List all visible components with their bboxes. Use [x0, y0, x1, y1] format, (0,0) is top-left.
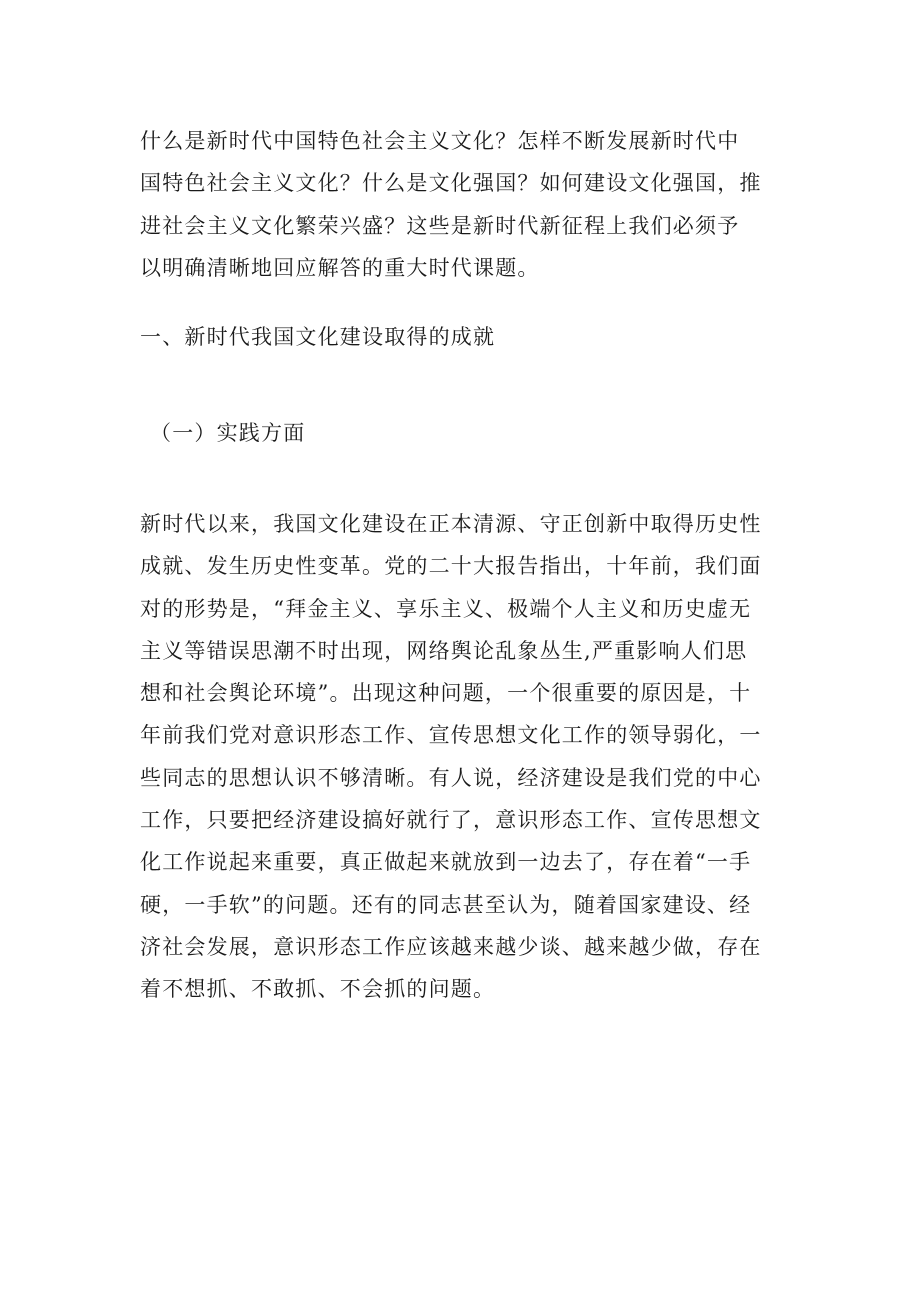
intro-line: 以明确清晰地回应解答的重大时代课题。: [140, 255, 540, 280]
intro-line: 什么是新时代中国特色社会主义文化？怎样不断发展新时代中: [140, 129, 740, 153]
body-line: 新时代以来，我国文化建设在正本清源、守正创新中取得历史性: [140, 512, 762, 536]
body-line: 主义等错误思潮不时出现，网络舆论乱象丛生,严重影响人们思: [140, 638, 748, 663]
body-line: 着不想抓、不敢抓、不会抓的问题。: [140, 977, 496, 1002]
body-line: 年前我们党对意识形态工作、宣传思想文化工作的领导弱化，一: [140, 723, 762, 748]
body-line: 济社会发展，意识形态工作应该越来越少谈、越来越少做，存在: [140, 934, 762, 959]
intro-paragraph: [140, 120, 790, 289]
body-line: 想和社会舆论环境”。出现这种问题，一个很重要的原因是，十: [140, 681, 752, 706]
intro-line: 进社会主义文化繁荣兴盛？这些是新时代新征程上我们必须予: [140, 213, 740, 238]
body-paragraph: [140, 503, 790, 1011]
section-heading: 一、新时代我国文化建设取得的成就: [140, 325, 496, 349]
intro-line: 国特色社会主义文化？什么是文化强国？如何建设文化强国，推: [140, 171, 762, 196]
subsection-heading: （一）实践方面: [150, 421, 306, 445]
body-line: 些同志的思想认识不够清晰。有人说，经济建设是我们党的中心: [140, 765, 762, 790]
body-line: 成就、发生历史性变革。党的二十大报告指出，十年前，我们面: [140, 554, 762, 579]
body-line: 化工作说起来重要，真正做起来就放到一边去了，存在着“一手: [140, 850, 752, 875]
body-line: 工作，只要把经济建设搞好就行了，意识形态工作、宣传思想文: [140, 808, 762, 833]
body-line: 硬，一手软”的问题。还有的同志甚至认为，随着国家建设、经: [140, 892, 752, 917]
body-line: 对的形势是，“拜金主义、享乐主义、极端个人主义和历史虚无: [140, 596, 752, 621]
